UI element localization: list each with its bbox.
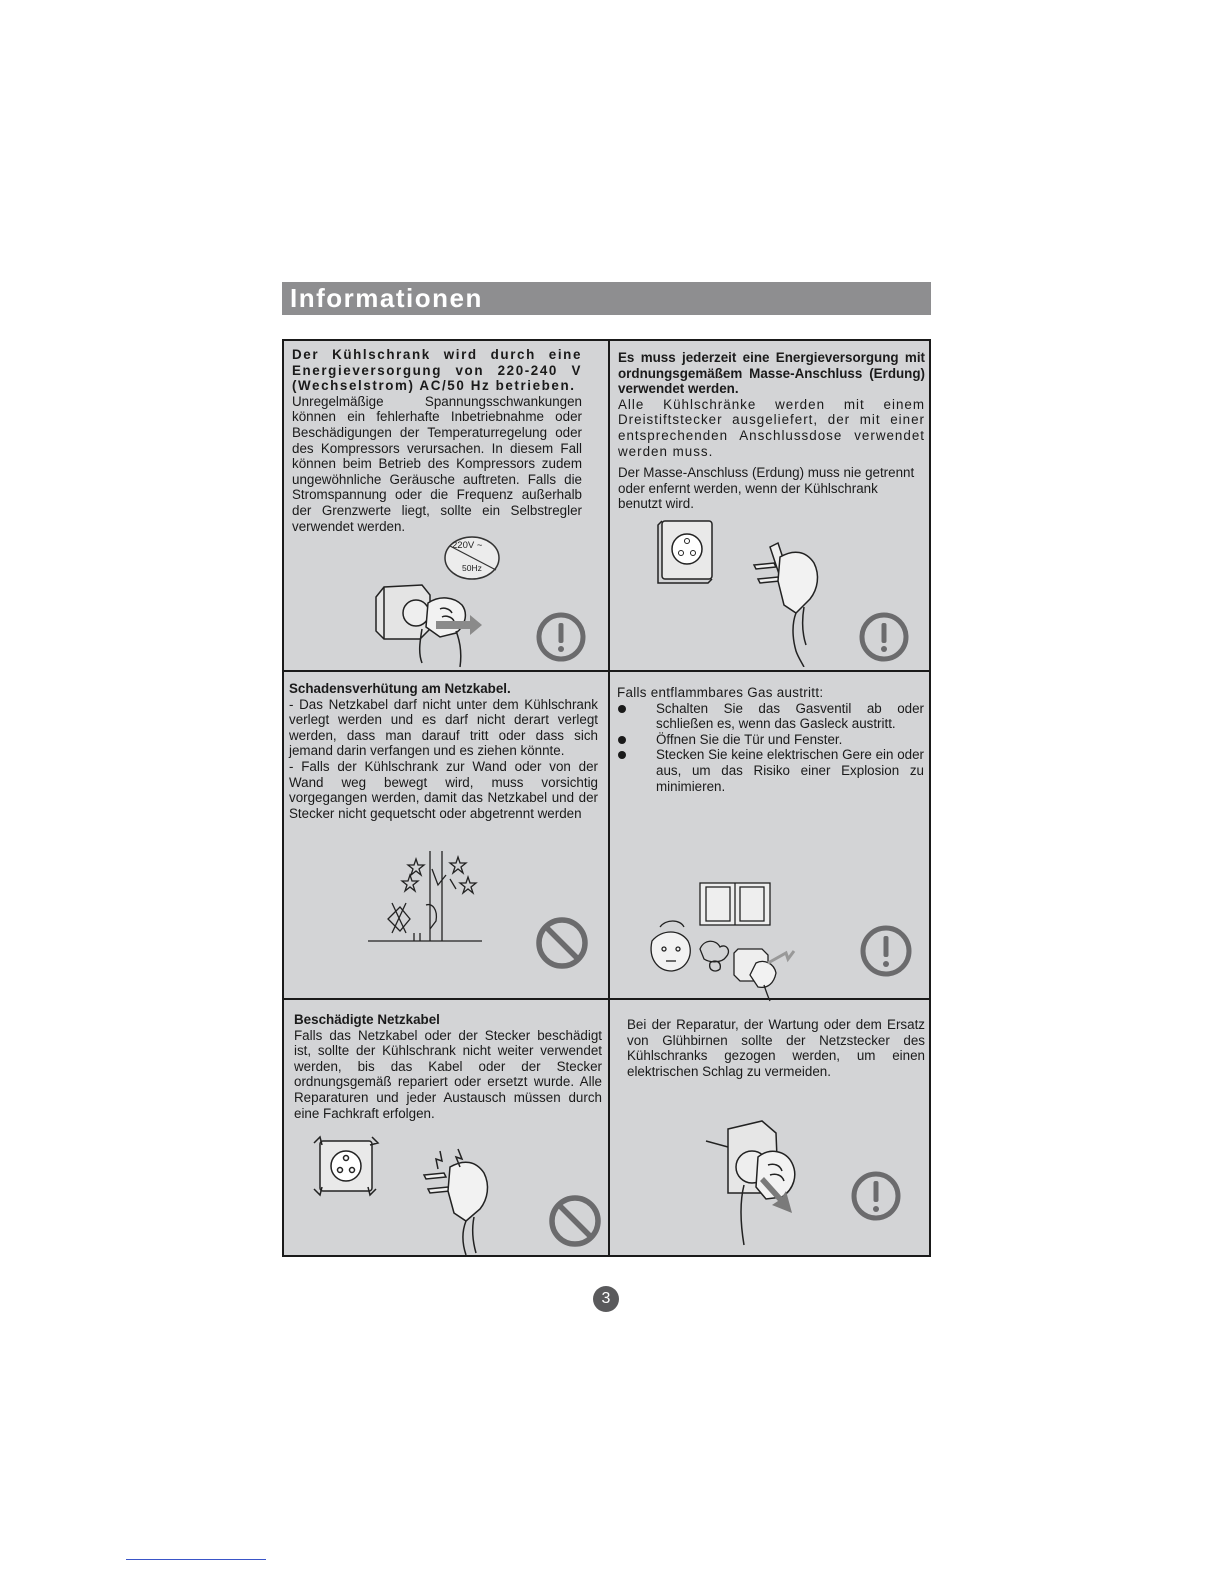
- broken-socket-icon: [308, 1131, 384, 1201]
- power-body: Unregelmäßige Spannungsschwankungen können ein fehlerhafte Inbetriebnahme oder Beschädigungen der Temperaturregelung oder des Kompressors verursachen. In diesem Fall können beim Betrieb des Kompressors zudem ungewöhnliche Geräusche auftreten. Falls die Stromspannung oder die Frequenz außerhalb der Grenzwerte liegt, sollte ein Selbstregler verwendet werden.: [292, 393, 582, 534]
- column-divider: [608, 341, 610, 1255]
- exclamation-circle-icon: [849, 1169, 903, 1223]
- damaged-cable-info-cell: [294, 1012, 602, 1121]
- ground-heading: Es muss jederzeit eine Energieversorgung mit ordnungsgemäßem Masse-Anschluss (Erdung) verwendet werden.: [618, 350, 925, 397]
- gas-intro: Falls entflammbares Gas austritt:: [617, 685, 824, 700]
- cable-body-2: - Falls der Kühlschrank zur Wand oder von der Wand weg bewegt wird, muss vorsichtig vorgegangen werden, damit das Netzkabel und der Stecker nicht gequetscht oder abgetrennt werden: [289, 758, 598, 821]
- prohibited-circle-icon: [534, 915, 590, 971]
- list-item: Schalten Sie das Gasventil ab oder schließen es, wenn das Gasleck austritt.: [617, 701, 924, 732]
- repair-info-cell: [627, 1017, 925, 1079]
- footer-rule: [126, 1559, 266, 1560]
- list-item: Stecken Sie keine elektrischen Gere ein oder aus, um das Risiko einer Explosion zu minimieren.: [617, 747, 924, 794]
- cable-body-1: - Das Netzkabel darf nicht unter dem Kühlschrank verlegt werden und es darf nicht derart verlegt werden, dass man darauf tritt oder dass sich jemand darin verfangen und es ziehen könnte.: [289, 696, 598, 759]
- row-divider: [284, 998, 929, 1000]
- bullet-icon: [618, 736, 626, 744]
- bullet-icon: [618, 705, 626, 713]
- cable-info-cell: [289, 681, 598, 821]
- damaged-cable-heading: Beschädigte Netzkabel: [294, 1012, 440, 1027]
- information-grid: [282, 339, 931, 1257]
- power-heading: Der Kühlschrank wird durch eine Energieversorgung von 220-240 V (Wechselstrom) AC/50 Hz betrieben.: [292, 347, 582, 394]
- gas-info-cell: [617, 685, 924, 794]
- three-pin-plug-icon: [744, 527, 834, 667]
- cable-heading: Schadensverhütung am Netzkabel.: [289, 681, 511, 696]
- row-divider: [284, 670, 929, 672]
- gas-leak-illustration-icon: [640, 879, 800, 1003]
- gas-instructions-list: [617, 701, 924, 795]
- broken-plug-icon: [414, 1141, 504, 1257]
- section-title: Informationen: [290, 283, 483, 313]
- cable-trip-illustration-icon: [366, 849, 486, 945]
- exclamation-circle-icon: [535, 611, 587, 663]
- ground-body-1: Alle Kühlschränke werden mit einem Dreistiftstecker ausgeliefert, der mit einer entsprechenden Anschlussdose verwendet werden muss.: [618, 396, 925, 459]
- voltage-label: 220V ~: [452, 540, 483, 551]
- power-info-cell: [292, 347, 582, 534]
- page-number: 3: [593, 1286, 619, 1312]
- frequency-label: 50Hz: [462, 563, 482, 573]
- exclamation-circle-icon: [858, 923, 914, 979]
- prohibited-circle-icon: [547, 1193, 603, 1249]
- exclamation-circle-icon: [858, 611, 910, 663]
- three-pin-socket-icon: [656, 517, 718, 585]
- unplug-hand-icon: [704, 1117, 814, 1247]
- damaged-cable-body: Falls das Netzkabel oder der Stecker beschädigt ist, sollte der Kühlschrank nicht weiter verwendet werden, bis das Kabel oder der Stecker ordnungsgemäß repariert oder ersetzt wurde. Alle Reparaturen und jeder Austausch müssen durch eine Fachkraft erfolgen.: [294, 1027, 602, 1121]
- list-item: Öffnen Sie die Tür und Fenster.: [617, 732, 924, 748]
- ground-body-2: Der Masse-Anschluss (Erdung) muss nie getrennt oder enfernt werden, wenn der Kühlschrank benutzt wird.: [618, 465, 915, 512]
- ground-info-cell: [618, 350, 925, 512]
- repair-body: Bei der Reparatur, der Wartung oder dem Ersatz von Glühbirnen sollte der Netzstecker des Kühlschranks gezogen werden, um einen elektrischen Schlag zu vermeiden.: [627, 1017, 925, 1079]
- section-title-bar: [282, 282, 931, 315]
- bullet-icon: [618, 751, 626, 759]
